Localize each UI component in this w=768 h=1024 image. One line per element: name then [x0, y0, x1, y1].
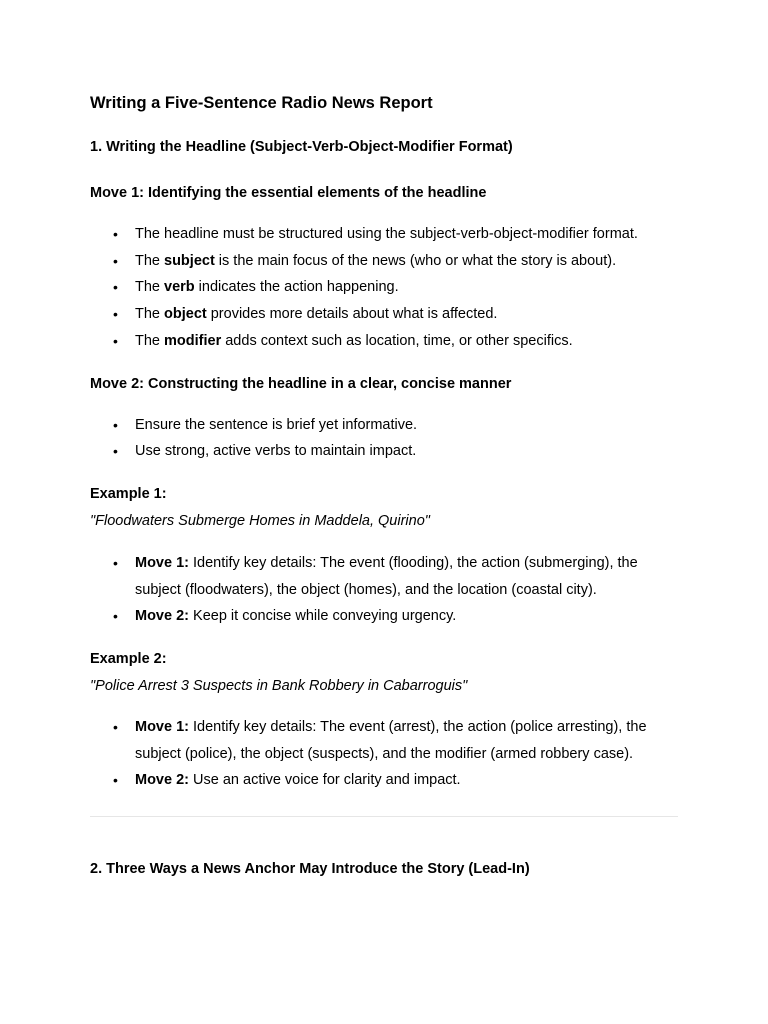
section-1-heading: 1. Writing the Headline (Subject-Verb-Object-Modifier Format): [90, 139, 513, 155]
list-item: [135, 714, 678, 767]
list-item: [135, 767, 678, 794]
list-item-text: adds context such as location, time, or other specifics.: [221, 332, 573, 349]
move-label: Move 1:: [135, 719, 189, 736]
list-item: [135, 328, 678, 355]
example-1-quote: "Floodwaters Submerge Homes in Maddela, Quirino": [90, 512, 430, 529]
list-item: [135, 274, 678, 301]
move-label: Move 1:: [135, 554, 189, 571]
list-item-text: Identify key details: The event (flooding), the action (submerging), the subject (floodwaters), the object (homes), and the location (coastal city).: [135, 554, 638, 598]
list-item: • Use strong, active verbs to maintain impact.: [135, 438, 678, 465]
list-item: [135, 301, 678, 328]
list-item-text: The: [135, 306, 165, 323]
list-item-text: The: [135, 332, 165, 349]
move-2-heading: Move 2: Constructing the headline in a clear, concise manner: [90, 375, 512, 392]
document-title: Writing a Five-Sentence Radio News Report: [90, 94, 433, 112]
list-item: [135, 603, 678, 630]
list-item-text: The headline must be structured using the subject-verb-object-modifier format.: [135, 226, 638, 242]
list-item-text: Keep it concise while conveying urgency.: [189, 608, 457, 625]
example-1-list: [90, 550, 678, 630]
document-page: [90, 90, 678, 879]
term-subject: subject: [164, 252, 215, 269]
list-item-text: provides more details about what is affected.: [206, 306, 498, 323]
list-item-text: indicates the action happening.: [194, 279, 399, 296]
example-2-label: Example 2:: [90, 651, 167, 668]
list-item: [135, 550, 678, 603]
list-item-text: The: [135, 252, 165, 269]
example-1-label: Example 1:: [90, 485, 167, 502]
move-2-list: [90, 412, 678, 465]
term-object: object: [164, 306, 207, 323]
move-1-list: [90, 221, 678, 355]
list-item: • Ensure the sentence is brief yet informative.: [135, 412, 678, 439]
section-2-heading: 2. Three Ways a News Anchor May Introduce the Story (Lead-In): [90, 861, 530, 878]
list-item-text: Identify key details: The event (arrest), the action (police arresting), the subject (police), the object (suspects), and the modifier (armed robbery case).: [135, 719, 647, 762]
term-verb: verb: [164, 279, 195, 296]
move-label: Move 2:: [135, 772, 189, 789]
list-item-text: The: [135, 279, 165, 296]
example-2-list: [90, 714, 678, 794]
list-item: [135, 248, 678, 275]
term-modifier: modifier: [164, 332, 222, 349]
list-item: [135, 221, 678, 248]
example-2-quote: "Police Arrest 3 Suspects in Bank Robbery in Cabarroguis": [90, 678, 468, 695]
list-item-text: Use an active voice for clarity and impact.: [189, 772, 461, 789]
list-item-text: is the main focus of the news (who or what the story is about).: [214, 252, 617, 269]
move-1-heading: Move 1: Identifying the essential elements of the headline: [90, 185, 487, 201]
move-label: Move 2:: [135, 608, 189, 625]
